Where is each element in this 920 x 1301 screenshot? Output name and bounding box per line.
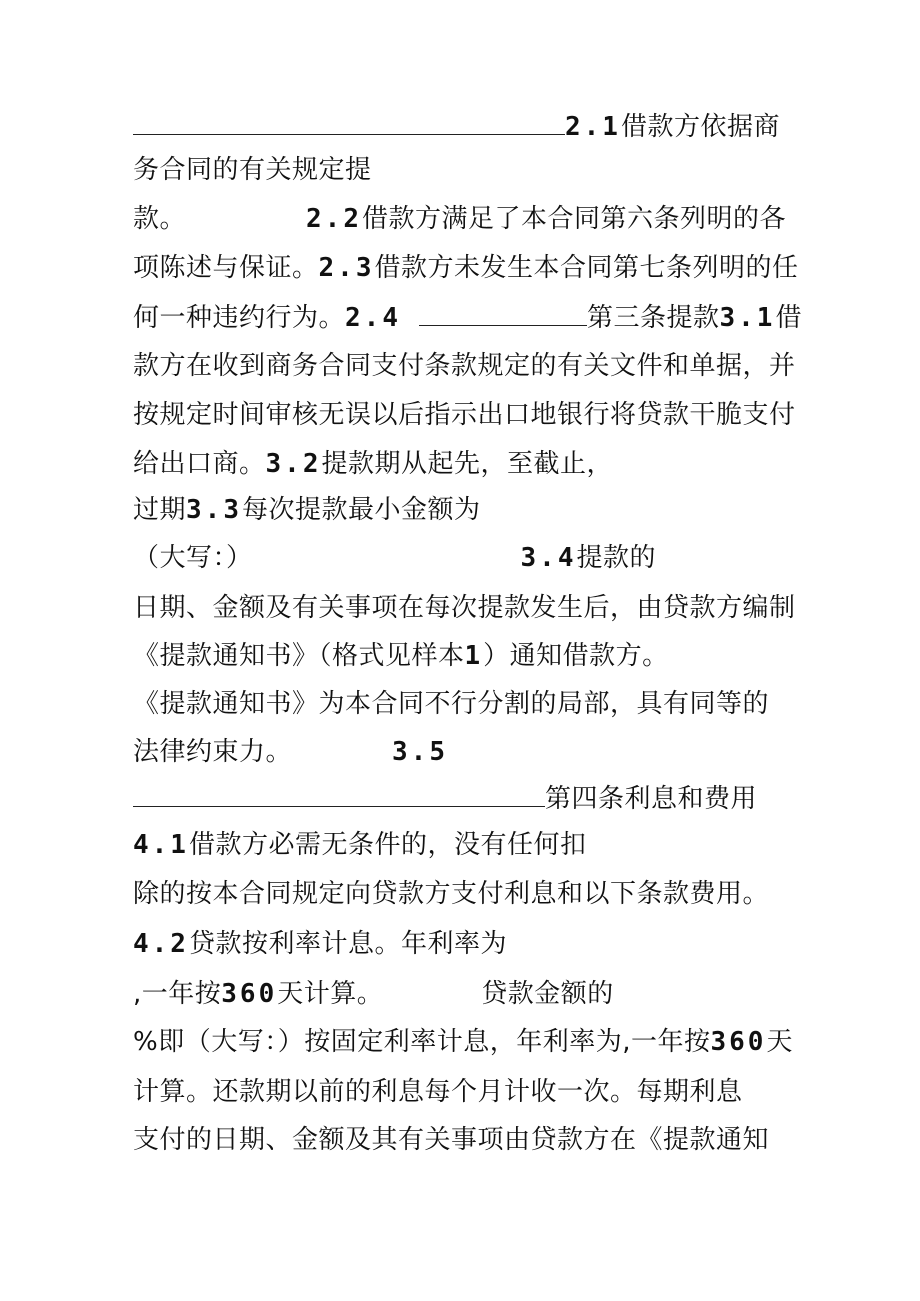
doc-line-1: 2.1借款方依据商 (133, 108, 780, 145)
doc-line-4: 项陈述与保证。2.3借款方未发生本合同第七条列明的任 (133, 253, 799, 283)
clause-number: 3.5 (392, 737, 448, 767)
doc-line-8: 给出口商。3.2提款期从起先，至截止， (133, 449, 613, 479)
doc-line-5: 何一种违约行为。2.4 第三条提款3.1借 (133, 299, 802, 336)
fill-blank (133, 780, 545, 807)
fill-blank (419, 299, 587, 326)
clause-number: 3.2 (265, 449, 322, 479)
doc-line-21: 计算。还款期以前的利息每个月计收一次。每期利息 (133, 1077, 743, 1107)
doc-line-7: 按规定时间审核无误以后指示出口地银行将贷款干脆支付 (133, 400, 796, 430)
clause-number: 4.2 (133, 929, 189, 959)
doc-line-2: 务合同的有关规定提 (133, 155, 372, 185)
clause-number: 3.1 (719, 303, 776, 333)
clause-number: 2.2 (306, 204, 362, 234)
doc-line-12: 《提款通知书》（格式见样本1）通知借款方。 (133, 641, 669, 671)
doc-line-18: 4.2贷款按利率计息。年利率为 (133, 929, 507, 959)
doc-line-14: 法律约束力。 3.5 (133, 737, 448, 767)
fill-blank (133, 108, 565, 135)
clause-number: 2.4 (345, 303, 401, 333)
clause-number: 3.3 (186, 495, 242, 525)
doc-line-19: ,一年按360天计算。 贷款金额的 (133, 979, 614, 1009)
doc-line-20: %即（大写：）按固定利率计息，年利率为,一年按360天 (133, 1027, 793, 1057)
doc-line-16: 4.1借款方必需无条件的，没有任何扣 (133, 830, 587, 860)
doc-line-10: （大写：） 3.4提款的 (133, 543, 656, 573)
doc-line-17: 除的按本合同规定向贷款方支付利息和以下条款费用。 (133, 879, 770, 909)
doc-line-6: 款方在收到商务合同支付条款规定的有关文件和单据，并 (133, 351, 796, 381)
clause-number: 3.4 (520, 543, 577, 573)
doc-line-22: 支付的日期、金额及其有关事项由贷款方在《提款通知 (133, 1125, 770, 1155)
clause-number: 1 (464, 641, 484, 671)
doc-line-11: 日期、金额及有关事项在每次提款发生后，由贷款方编制 (133, 593, 796, 623)
clause-number: 4.1 (133, 830, 189, 860)
clause-number: 2.1 (565, 112, 621, 142)
doc-line-3: 款。 2.2借款方满足了本合同第六条列明的各 (133, 204, 786, 234)
doc-line-9: 过期3.3每次提款最小金额为 (133, 495, 481, 525)
doc-line-13: 《提款通知书》为本合同不行分割的局部，具有同等的 (133, 689, 770, 719)
clause-number: 360 (221, 979, 278, 1009)
clause-number: 2.3 (318, 253, 375, 283)
doc-line-15: 第四条利息和费用 (133, 780, 757, 817)
clause-number: 360 (710, 1027, 767, 1057)
